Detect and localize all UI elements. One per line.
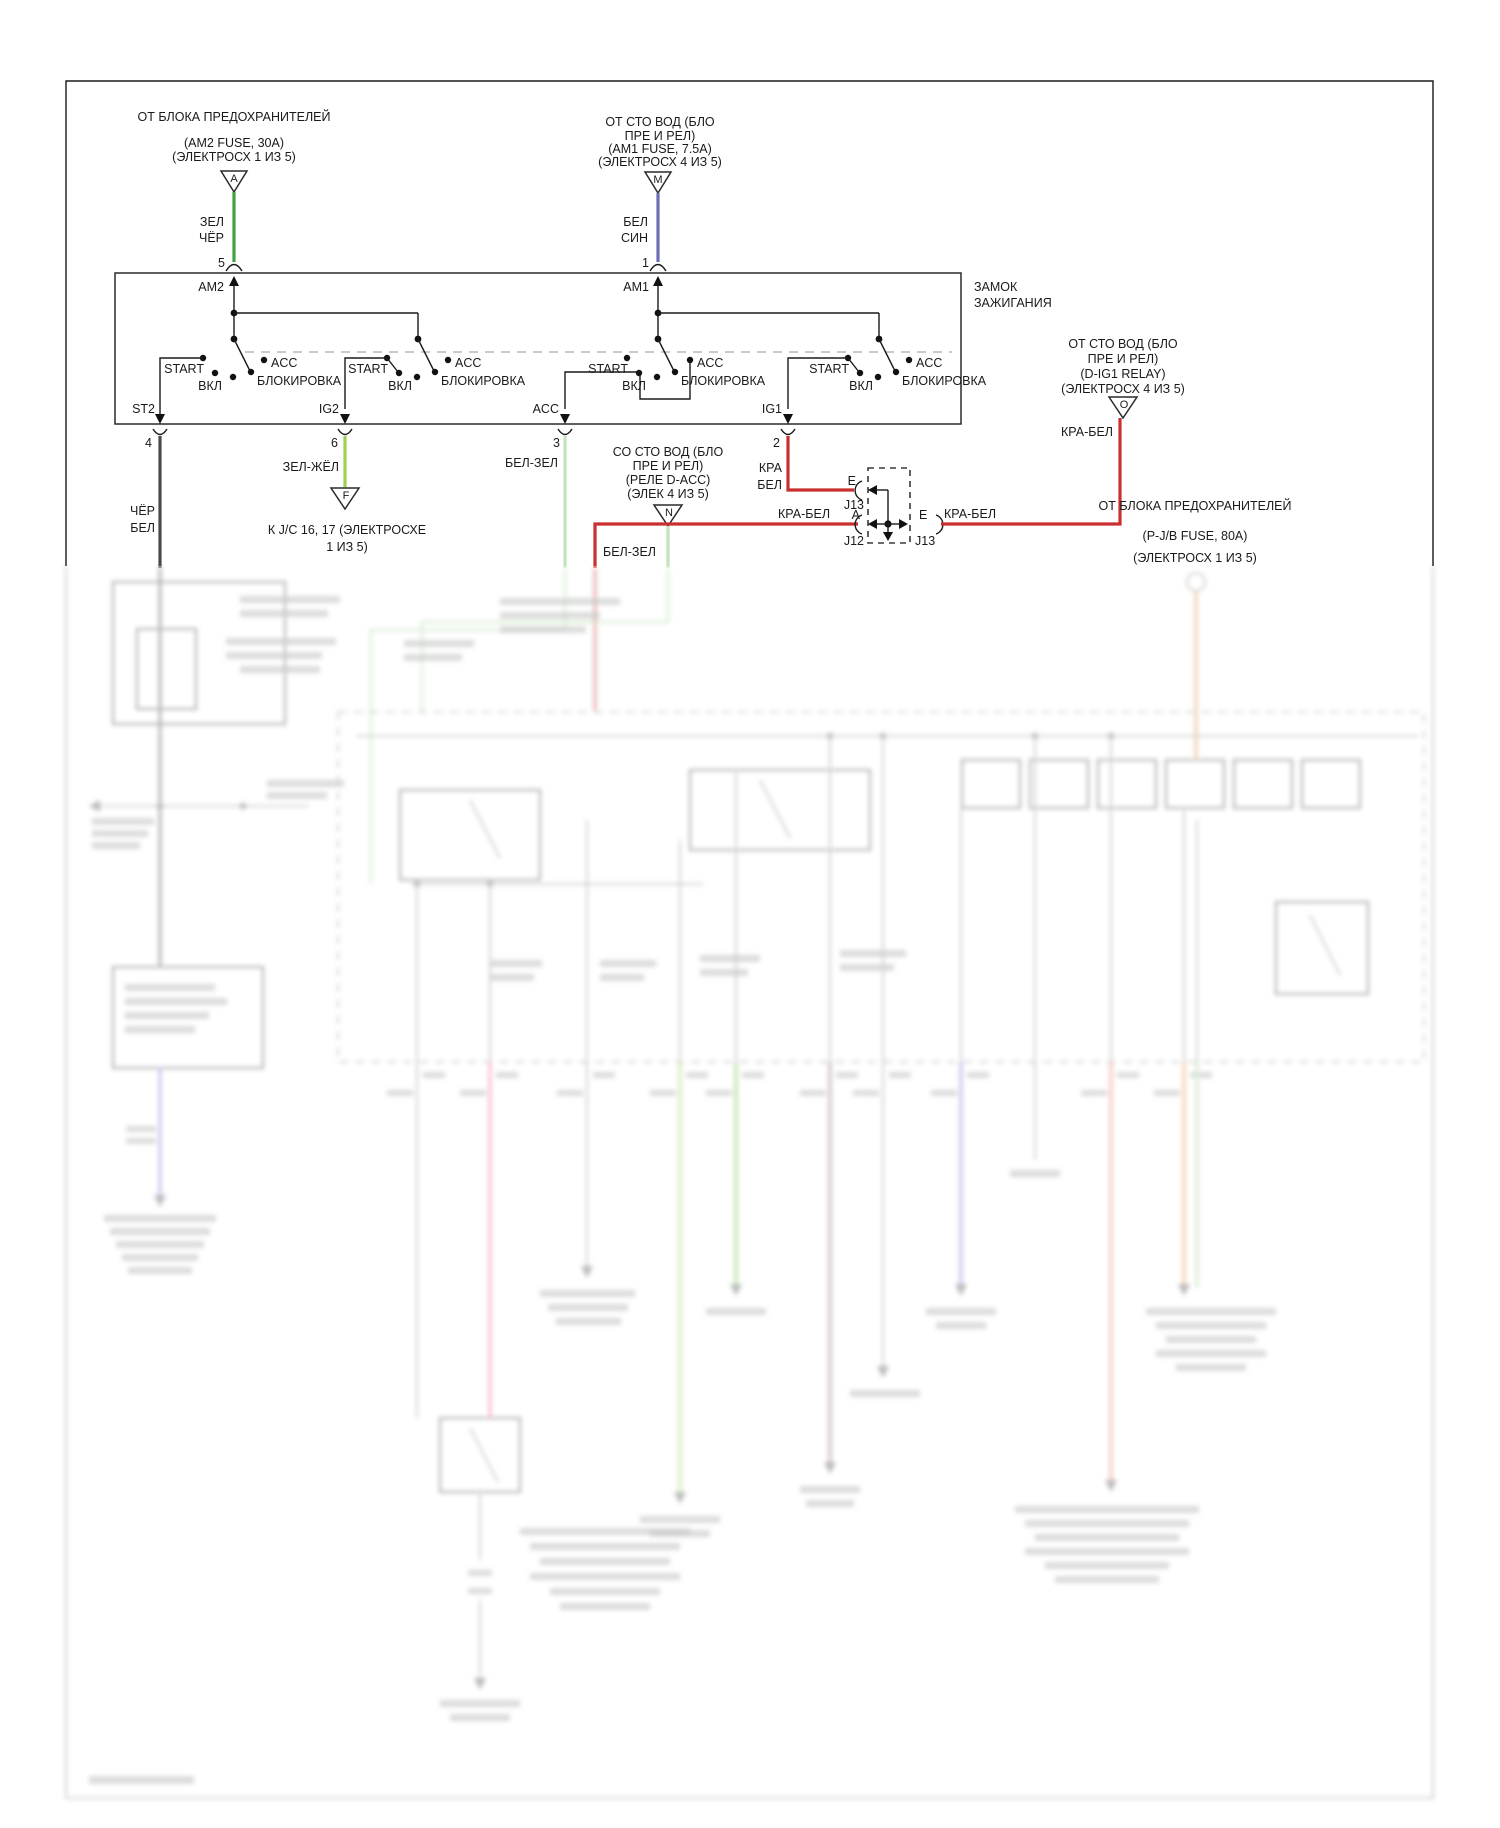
arrow-down-icon: [883, 532, 893, 541]
pos-acc: ACC: [697, 356, 724, 370]
source-a-line3: (ЭЛЕКТРОСХ 1 ИЗ 5): [172, 150, 296, 164]
source-n-letter: N: [665, 507, 673, 519]
source-pjb-line1: ОТ БЛОКА ПРЕДОХРАНИТЕЛЕЙ: [1098, 499, 1292, 513]
pos-acc: ACC: [271, 356, 298, 370]
relay-source-n: [603, 445, 723, 568]
pos-start: START: [588, 362, 628, 376]
wire-label-bel-zel-n: БЕЛ-ЗЕЛ: [603, 545, 656, 559]
arrow-down-icon: [560, 414, 570, 424]
junction-j13-top: J13: [843, 498, 864, 512]
pos-acc: ACC: [455, 356, 482, 370]
wire-label-bel-zel: БЕЛ-ЗЕЛ: [505, 456, 558, 470]
fuse-source-a: [137, 109, 330, 271]
pin-label-ig1: IG1: [761, 402, 782, 416]
junction-j13-right: J13: [915, 534, 936, 548]
pos-acc: ACC: [916, 356, 943, 370]
wire-label-zel-zhyol: ЗЕЛ-ЖЁЛ: [282, 460, 339, 474]
source-o-line1: ОТ СТО ВОД (БЛО: [1068, 337, 1178, 351]
source-n-line2: ПРЕ И РЕЛ): [632, 459, 704, 473]
fuse-source-m: [598, 115, 722, 271]
switch-group-2: [319, 355, 526, 424]
source-a-letter: A: [230, 173, 238, 185]
pin-number-2: 2: [773, 436, 780, 450]
wire-label-bel: БЕЛ: [130, 521, 155, 535]
pin-socket-arc: [558, 429, 572, 435]
pin-label-am2: AM2: [198, 280, 224, 294]
wire-label-chyor: ЧЁР: [198, 231, 224, 245]
source-n-line1: СО СТО ВОД (БЛО: [612, 445, 724, 459]
wire-label-kra-bel-o: КРА-БЕЛ: [1060, 425, 1113, 439]
relay-source-o: [1061, 337, 1185, 439]
junction-dashed-box: [868, 468, 910, 543]
wire-label-kra-bel-right: КРА-БЕЛ: [944, 507, 997, 521]
source-n-line4: (ЭЛЕК 4 ИЗ 5): [627, 487, 709, 501]
dest-f-line1: К J/C 16, 17 (ЭЛЕКТРОСХЕ: [267, 523, 427, 537]
junction-j12-label: J12: [843, 534, 864, 548]
pin-socket-arc: [781, 429, 795, 435]
junction-e-right: E: [919, 508, 928, 522]
pin-label-ig2: IG2: [318, 402, 339, 416]
arrow-down-icon: [783, 414, 793, 424]
source-pjb-line2: (P-J/B FUSE, 80A): [1142, 529, 1248, 543]
wire-label-kra-bel-left: КРА-БЕЛ: [778, 507, 831, 521]
pos-lock: БЛОКИРОВКА: [902, 374, 987, 388]
pin-number-3: 3: [553, 436, 560, 450]
pin-label-st2: ST2: [132, 402, 155, 416]
pin-number-4: 4: [145, 436, 152, 450]
pos-start: START: [164, 362, 204, 376]
pos-start: START: [809, 362, 849, 376]
pos-on: ВКЛ: [622, 379, 646, 393]
source-n-line3: (РЕЛЕ D-ACC): [625, 473, 711, 487]
pin-socket-arc: [226, 265, 242, 272]
source-o-line2: ПРЕ И РЕЛ): [1087, 352, 1159, 366]
pos-lock: БЛОКИРОВКА: [441, 374, 526, 388]
source-m-line2: ПРЕ И РЕЛ): [624, 129, 696, 143]
switch-group-3: [533, 355, 766, 424]
junction-a-label: A: [851, 508, 860, 522]
pin-label-acc: ACC: [532, 402, 559, 416]
wire-label-sin: СИН: [620, 231, 648, 245]
source-o-line4: (ЭЛЕКТРОСХ 4 ИЗ 5): [1061, 382, 1185, 396]
pin-socket-arc: [338, 429, 352, 435]
source-a-line2: (AM2 FUSE, 30A): [183, 136, 285, 150]
ignition-title-2: ЗАЖИГАНИЯ: [974, 296, 1052, 310]
wire-label-bel2: БЕЛ: [757, 478, 782, 492]
source-m-line4: (ЭЛЕКТРОСХ 4 ИЗ 5): [598, 155, 722, 169]
dest-f-letter: F: [342, 490, 350, 502]
wire-label-kra: КРА: [758, 461, 782, 475]
source-pjb-line3: (ЭЛЕКТРОСХ 1 ИЗ 5): [1133, 551, 1257, 565]
pos-lock: БЛОКИРОВКА: [681, 374, 766, 388]
pin-number-1: 1: [642, 256, 649, 270]
dest-f-line2: 1 ИЗ 5): [326, 540, 368, 554]
pin-number-5: 5: [218, 256, 225, 270]
arrow-right-icon: [899, 519, 908, 529]
switch-group-1: [132, 355, 342, 424]
ignition-switch-box: [115, 273, 1052, 424]
source-o-line3: (D-IG1 RELAY): [1080, 367, 1166, 381]
wire-kra-bel-ig1: [788, 436, 854, 490]
source-m-line3: (AM1 FUSE, 7.5A): [608, 142, 712, 156]
pos-on: ВКЛ: [849, 379, 873, 393]
source-m-line1: ОТ СТО ВОД (БЛО: [605, 115, 715, 129]
pos-lock: БЛОКИРОВКА: [257, 374, 342, 388]
wire-label-zel: ЗЕЛ: [199, 215, 224, 229]
arrow-down-icon: [340, 414, 350, 424]
pin-number-6: 6: [331, 436, 338, 450]
pos-start: START: [348, 362, 388, 376]
arrow-left-icon: [868, 519, 877, 529]
wire-label-bel: БЕЛ: [623, 215, 648, 229]
switch-group-4: [762, 355, 987, 424]
pin-socket-arc: [153, 429, 167, 435]
faded-region-overlay: [57, 566, 1443, 1810]
arrow-left-icon: [868, 485, 877, 495]
fuse-source-pjb: [1098, 498, 1291, 565]
wire-label-chyor: ЧЁР: [129, 504, 155, 518]
arrow-down-icon: [155, 414, 165, 424]
ignition-title-1: ЗАМОК: [974, 280, 1018, 294]
pin-socket-arc: [650, 265, 666, 272]
pin-wires: [130, 429, 854, 568]
source-m-letter: M: [653, 174, 663, 186]
source-a-line1: ОТ БЛОКА ПРЕДОХРАНИТЕЛЕЙ: [137, 110, 331, 124]
source-o-letter: O: [1119, 399, 1129, 411]
pin-label-am1: AM1: [623, 280, 649, 294]
junction-e-top: E: [847, 474, 856, 488]
pos-on: ВКЛ: [388, 379, 412, 393]
pos-on: ВКЛ: [198, 379, 222, 393]
